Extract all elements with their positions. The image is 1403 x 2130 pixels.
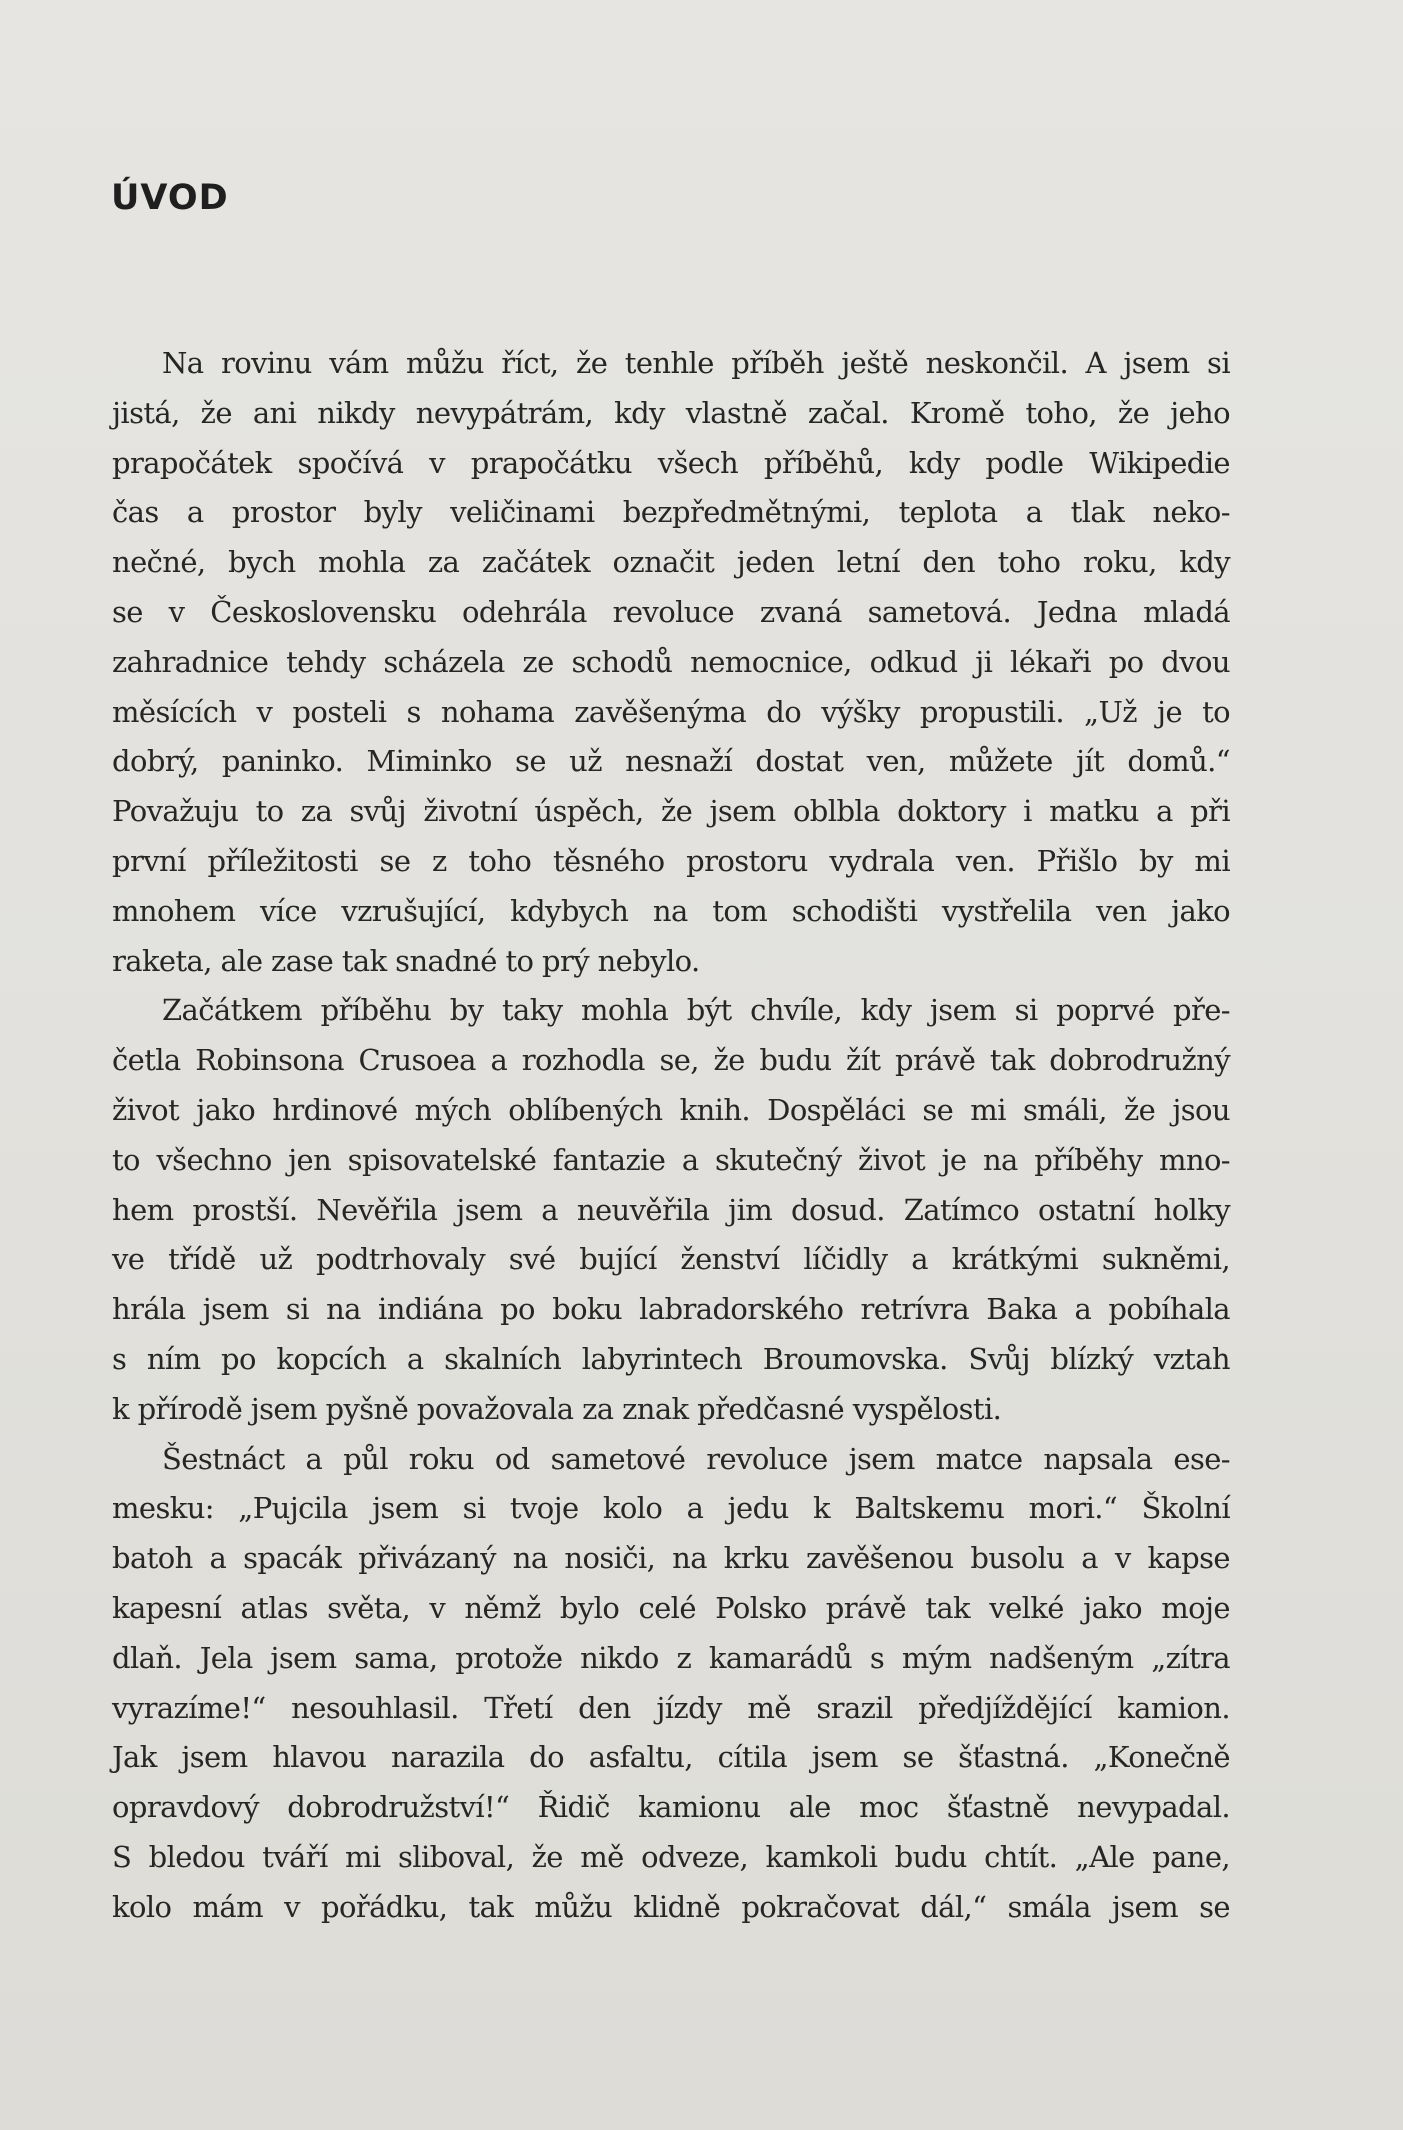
paragraph-2 (112, 986, 1230, 1434)
text-line: Začátkem příběhu by taky mohla být chvíle, kdy jsem si poprvé pře- (162, 993, 1230, 1028)
text-line: ve třídě už podtrhovaly své bující ženství líčidly a krátkými sukněmi, (112, 1242, 1230, 1277)
text-line: Považuju to za svůj životní úspěch, že jsem oblbla doktory i matku a při (112, 794, 1230, 829)
paragraph-1 (112, 339, 1230, 986)
text-line: první příležitosti se z toho těsného prostoru vydrala ven. Přišlo by mi (112, 843, 1230, 878)
text-line: četla Robinsona Crusoea a rozhodla se, že budu žít právě tak dobrodružný (112, 1043, 1230, 1078)
text-line: hem prostší. Nevěřila jsem a neuvěřila jim dosud. Zatímco ostatní holky (112, 1192, 1230, 1227)
text-line: to všechno jen spisovatelské fantazie a skutečný život je na příběhy mno- (112, 1142, 1230, 1177)
paragraph-3 (112, 1435, 1230, 1933)
text-line: kolo mám v pořádku, tak můžu klidně pokračovat dál,“ smála jsem se (112, 1889, 1230, 1924)
text-line: opravdový dobrodružství!“ Řidič kamionu ale moc šťastně nevypadal. (112, 1790, 1230, 1825)
text-line: jistá, že ani nikdy nevypátrám, kdy vlastně začal. Kromě toho, že jeho (112, 395, 1230, 430)
text-line: dlaň. Jela jsem sama, protože nikdo z kamarádů s mým nadšeným „zítra (112, 1640, 1230, 1675)
text-line: mesku: „Pujcila jsem si tvoje kolo a jedu k Baltskemu mori.“ Školní (112, 1491, 1230, 1526)
text-line: Šestnáct a půl roku od sametové revoluce jsem matce napsala ese- (162, 1441, 1230, 1476)
text-line: nečné, bych mohla za začátek označit jeden letní den toho roku, kdy (112, 545, 1230, 580)
text-line: Jak jsem hlavou narazila do asfaltu, cítila jsem se šťastná. „Konečně (112, 1740, 1230, 1775)
text-line: čas a prostor byly veličinami bezpředmětnými, teplota a tlak neko- (112, 495, 1230, 530)
text-line: k přírodě jsem pyšně považovala za znak předčasné vyspělosti. (112, 1391, 1002, 1426)
text-line: prapočátek spočívá v prapočátku všech příběhů, kdy podle Wikipedie (112, 445, 1230, 480)
text-line: raketa, ale zase tak snadné to prý nebylo. (112, 943, 700, 978)
text-line: s ním po kopcích a skalních labyrintech Broumovska. Svůj blízký vztah (112, 1341, 1230, 1376)
chapter-body (112, 339, 1230, 1933)
text-line: S bledou tváří mi sliboval, že mě odveze, kamkoli budu chtít. „Ale pane, (112, 1839, 1230, 1874)
text-line: Na rovinu vám můžu říct, že tenhle příběh ještě neskončil. A jsem si (162, 346, 1230, 380)
text-line: zahradnice tehdy scházela ze schodů nemocnice, odkud ji lékaři po dvou (112, 644, 1230, 679)
text-line: se v Československu odehrála revoluce zvaná sametová. Jedna mladá (112, 594, 1230, 629)
text-line: život jako hrdinové mých oblíbených knih. Dospěláci se mi smáli, že jsou (112, 1092, 1230, 1127)
text-line: hrála jsem si na indiána po boku labradorského retrívra Baka a pobíhala (112, 1292, 1230, 1327)
text-line: dobrý, paninko. Miminko se už nesnaží dostat ven, můžete jít domů.“ (112, 744, 1230, 779)
chapter-heading: ÚVOD (111, 178, 229, 218)
text-line: vyrazíme!“ nesouhlasil. Třetí den jízdy mě srazil předjíždějící kamion. (112, 1690, 1230, 1725)
text-line: měsících v posteli s nohama zavěšenýma do výšky propustili. „Už je to (112, 694, 1230, 729)
text-line: mnohem více vzrušující, kdybych na tom schodišti vystřelila ven jako (112, 893, 1230, 928)
text-line: batoh a spacák přivázaný na nosiči, na krku zavěšenou busolu a v kapse (112, 1541, 1230, 1576)
text-line: kapesní atlas světa, v němž bylo celé Polsko právě tak velké jako moje (112, 1590, 1230, 1625)
